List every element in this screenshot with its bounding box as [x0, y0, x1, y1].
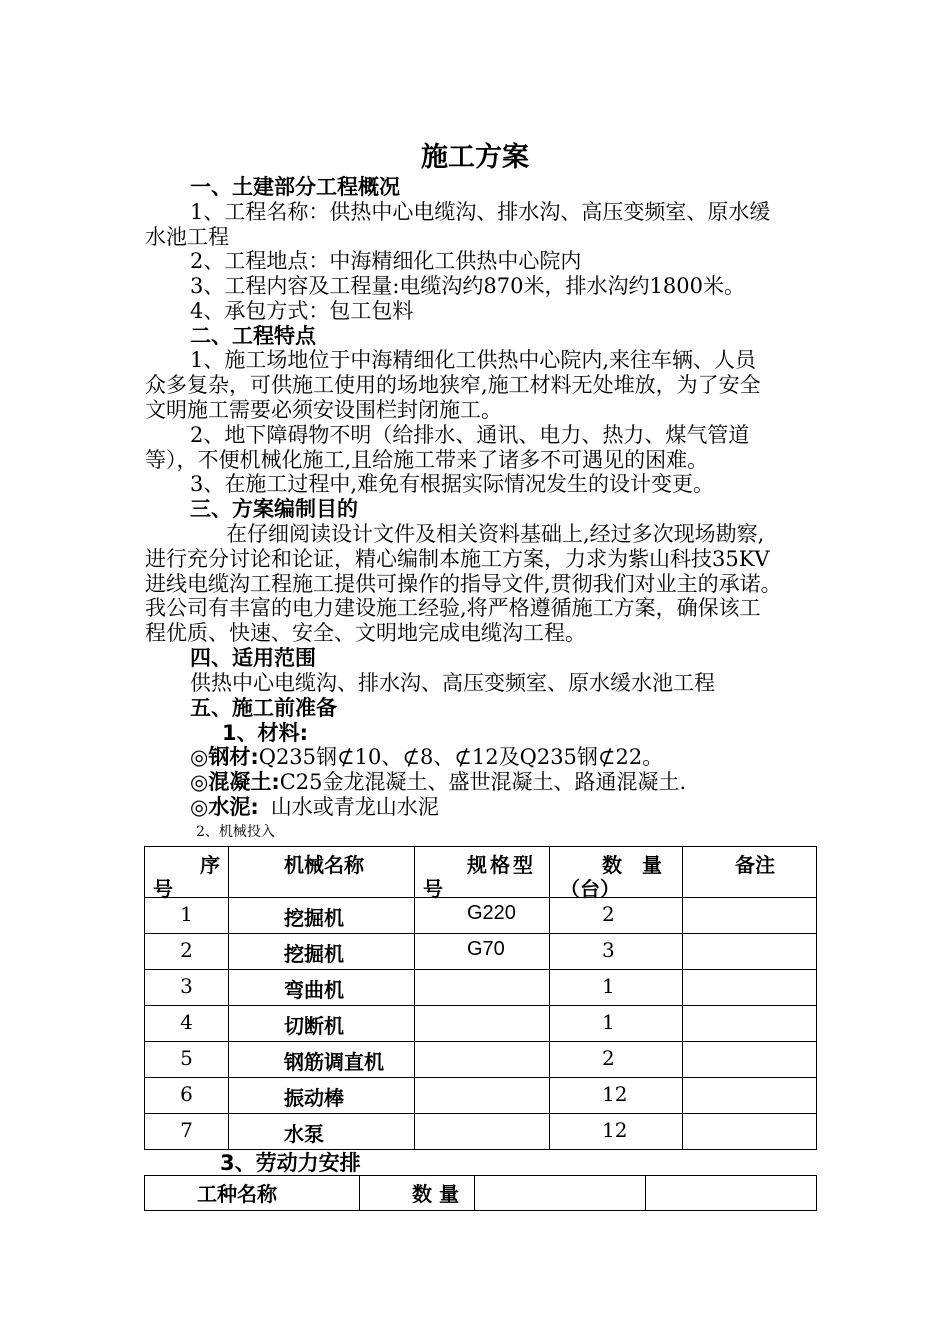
table-row — [145, 934, 817, 970]
cell-text: 1 — [180, 902, 193, 926]
cell-text: 3 — [180, 974, 193, 998]
cell-name — [229, 1042, 415, 1078]
paragraph-line: 我公司有丰富的电力建设施工经验,将严格遵循施工方案，确保该工 — [145, 596, 761, 620]
cell-no — [145, 1006, 229, 1042]
machine-table — [144, 846, 817, 1150]
paragraph-line: 供热中心电缆沟、排水沟、高压变频室、原水缓水池工程 — [190, 671, 715, 695]
cell-text: 弯曲机 — [284, 978, 344, 1002]
cell-text: 2 — [180, 938, 193, 962]
paragraph-line: 等），不便机械化施工,且给施工带来了诸多不可遇见的困难。 — [145, 448, 709, 472]
header-text: 备注 — [735, 853, 775, 877]
cell-name — [229, 1078, 415, 1114]
paragraph-line: 众多复杂，可供施工使用的场地狭窄,施工材料无处堆放，为了安全 — [145, 373, 761, 397]
cell-no — [145, 898, 229, 934]
cell-note — [683, 1078, 817, 1114]
header-cell-name — [229, 847, 415, 898]
header-cell-type — [145, 1176, 360, 1211]
table-row — [145, 1006, 817, 1042]
paragraph-line: 2、地下障碍物不明（给排水、通讯、电力、热力、煤气管道 — [190, 423, 750, 447]
header-cell-empty — [646, 1176, 817, 1211]
cell-qty — [550, 1042, 683, 1078]
paragraph-line: 3、工程内容及工程量:电缆沟约870米，排水沟约1800米。 — [190, 274, 745, 298]
header-text: 规格型 — [467, 853, 536, 877]
cell-qty — [550, 970, 683, 1006]
cell-text: 挖掘机 — [284, 906, 344, 930]
cell-qty — [550, 1006, 683, 1042]
paragraph-line: 进线电缆沟工程施工提供可操作的指导文件,贯彻我们对业主的承诺。 — [145, 572, 782, 596]
cell-text: G220 — [467, 902, 516, 924]
material-steel — [190, 745, 663, 770]
material-label: ◎钢材: — [190, 745, 259, 769]
page-title: 施工方案 — [421, 142, 529, 173]
cell-spec — [415, 1006, 550, 1042]
subheading-materials: 1、材料: — [222, 721, 309, 745]
cell-spec — [415, 1114, 550, 1150]
subheading-labor: 3、劳动力安排 — [220, 1151, 361, 1175]
cell-text: G70 — [467, 938, 505, 960]
paragraph-line: 在仔细阅读设计文件及相关资料基础上,经过多次现场勘察, — [226, 522, 765, 546]
cell-note — [683, 970, 817, 1006]
subheading-machinery: 2、机械投入 — [196, 824, 275, 840]
cell-text: 振动棒 — [284, 1086, 344, 1110]
cell-text: 12 — [602, 1082, 628, 1106]
cell-text: 12 — [602, 1118, 628, 1142]
cell-note — [683, 1006, 817, 1042]
paragraph-line: 文明施工需要必须安设围栏封闭施工。 — [145, 398, 502, 422]
material-cement — [190, 795, 439, 820]
cell-text: 7 — [180, 1118, 193, 1142]
material-text: C25金龙混凝土、盛世混凝土、路通混凝土. — [279, 770, 687, 794]
material-concrete — [190, 770, 686, 795]
table-row — [145, 898, 817, 934]
cell-spec — [415, 934, 550, 970]
header-text: 号 — [423, 877, 443, 901]
section-heading-5: 五、施工前准备 — [190, 696, 337, 720]
cell-text: 水泵 — [284, 1122, 324, 1146]
cell-text: 钢筋调直机 — [284, 1050, 384, 1074]
cell-text: 4 — [180, 1010, 193, 1034]
cell-text: 2 — [602, 902, 615, 926]
material-text: Q235钢⊄10、⊄8、⊄12及Q235钢⊄22。 — [258, 745, 664, 769]
cell-text: 1 — [602, 1010, 615, 1034]
cell-name — [229, 1114, 415, 1150]
material-label: ◎混凝土: — [190, 770, 280, 794]
cell-no — [145, 970, 229, 1006]
cell-text: 切断机 — [284, 1014, 344, 1038]
cell-spec — [415, 1042, 550, 1078]
cell-note — [683, 1042, 817, 1078]
cell-spec — [415, 1078, 550, 1114]
cell-name — [229, 934, 415, 970]
header-text: 机械名称 — [284, 853, 364, 877]
cell-qty — [550, 898, 683, 934]
header-cell-note — [683, 847, 817, 898]
labor-table — [144, 1175, 817, 1211]
paragraph-line: 2、工程地点：中海精细化工供热中心院内 — [190, 249, 582, 273]
header-text: 序 — [200, 853, 220, 877]
header-text: 号 — [153, 877, 173, 901]
material-text: 山水或青龙山水泥 — [270, 795, 439, 819]
table-row — [145, 1042, 817, 1078]
cell-no — [145, 1078, 229, 1114]
cell-note — [683, 934, 817, 970]
paragraph-line: 4、承包方式：包工包料 — [190, 299, 414, 323]
section-heading-1: 一、土建部分工程概况 — [190, 175, 400, 199]
cell-spec — [415, 898, 550, 934]
cell-no — [145, 1114, 229, 1150]
cell-qty — [550, 1078, 683, 1114]
section-heading-4: 四、适用范围 — [190, 646, 316, 670]
table-header-row — [145, 847, 817, 898]
header-cell-spec — [415, 847, 550, 901]
section-heading-2: 二、工程特点 — [190, 324, 316, 348]
cell-text: 3 — [602, 938, 615, 962]
cell-no — [145, 1042, 229, 1078]
cell-name — [229, 898, 415, 934]
table-row — [145, 1114, 817, 1150]
cell-name — [229, 1006, 415, 1042]
table-header-row — [145, 1176, 817, 1211]
header-text: 数 量 — [602, 853, 662, 877]
paragraph-line: 水池工程 — [145, 225, 229, 249]
header-text: （台） — [560, 877, 620, 901]
header-cell-empty — [475, 1176, 646, 1211]
paragraph-line: 1、工程名称：供热中心电缆沟、排水沟、高压变频室、原水缓 — [190, 200, 771, 224]
paragraph-line: 程优质、快速、安全、文明地完成电缆沟工程。 — [145, 621, 586, 645]
paragraph-line: 1、施工场地位于中海精细化工供热中心院内,来往车辆、人员 — [190, 348, 757, 372]
cell-qty — [550, 1114, 683, 1150]
header-text: 数 量 — [412, 1182, 459, 1206]
cell-text: 挖掘机 — [284, 942, 344, 966]
cell-spec — [415, 970, 550, 1006]
cell-note — [683, 1114, 817, 1150]
cell-text: 5 — [180, 1046, 193, 1070]
cell-text: 6 — [180, 1082, 193, 1106]
cell-qty — [550, 934, 683, 970]
paragraph-line: 进行充分讨论和论证，精心编制本施工方案，力求为紫山科技35KV — [145, 547, 770, 571]
header-text: 工种名称 — [197, 1182, 277, 1206]
cell-text: 2 — [602, 1046, 615, 1070]
cell-name — [229, 970, 415, 1006]
header-cell-qty — [550, 847, 683, 901]
cell-no — [145, 934, 229, 970]
section-heading-3: 三、方案编制目的 — [190, 497, 358, 521]
paragraph-line: 3、在施工过程中,难免有根据实际情况发生的设计变更。 — [190, 472, 715, 496]
header-cell-no — [145, 847, 229, 901]
material-label: ◎水泥: — [190, 795, 259, 819]
table-row — [145, 970, 817, 1006]
cell-text: 1 — [602, 974, 615, 998]
cell-note — [683, 898, 817, 934]
table-row — [145, 1078, 817, 1114]
header-cell-qty — [360, 1176, 475, 1211]
